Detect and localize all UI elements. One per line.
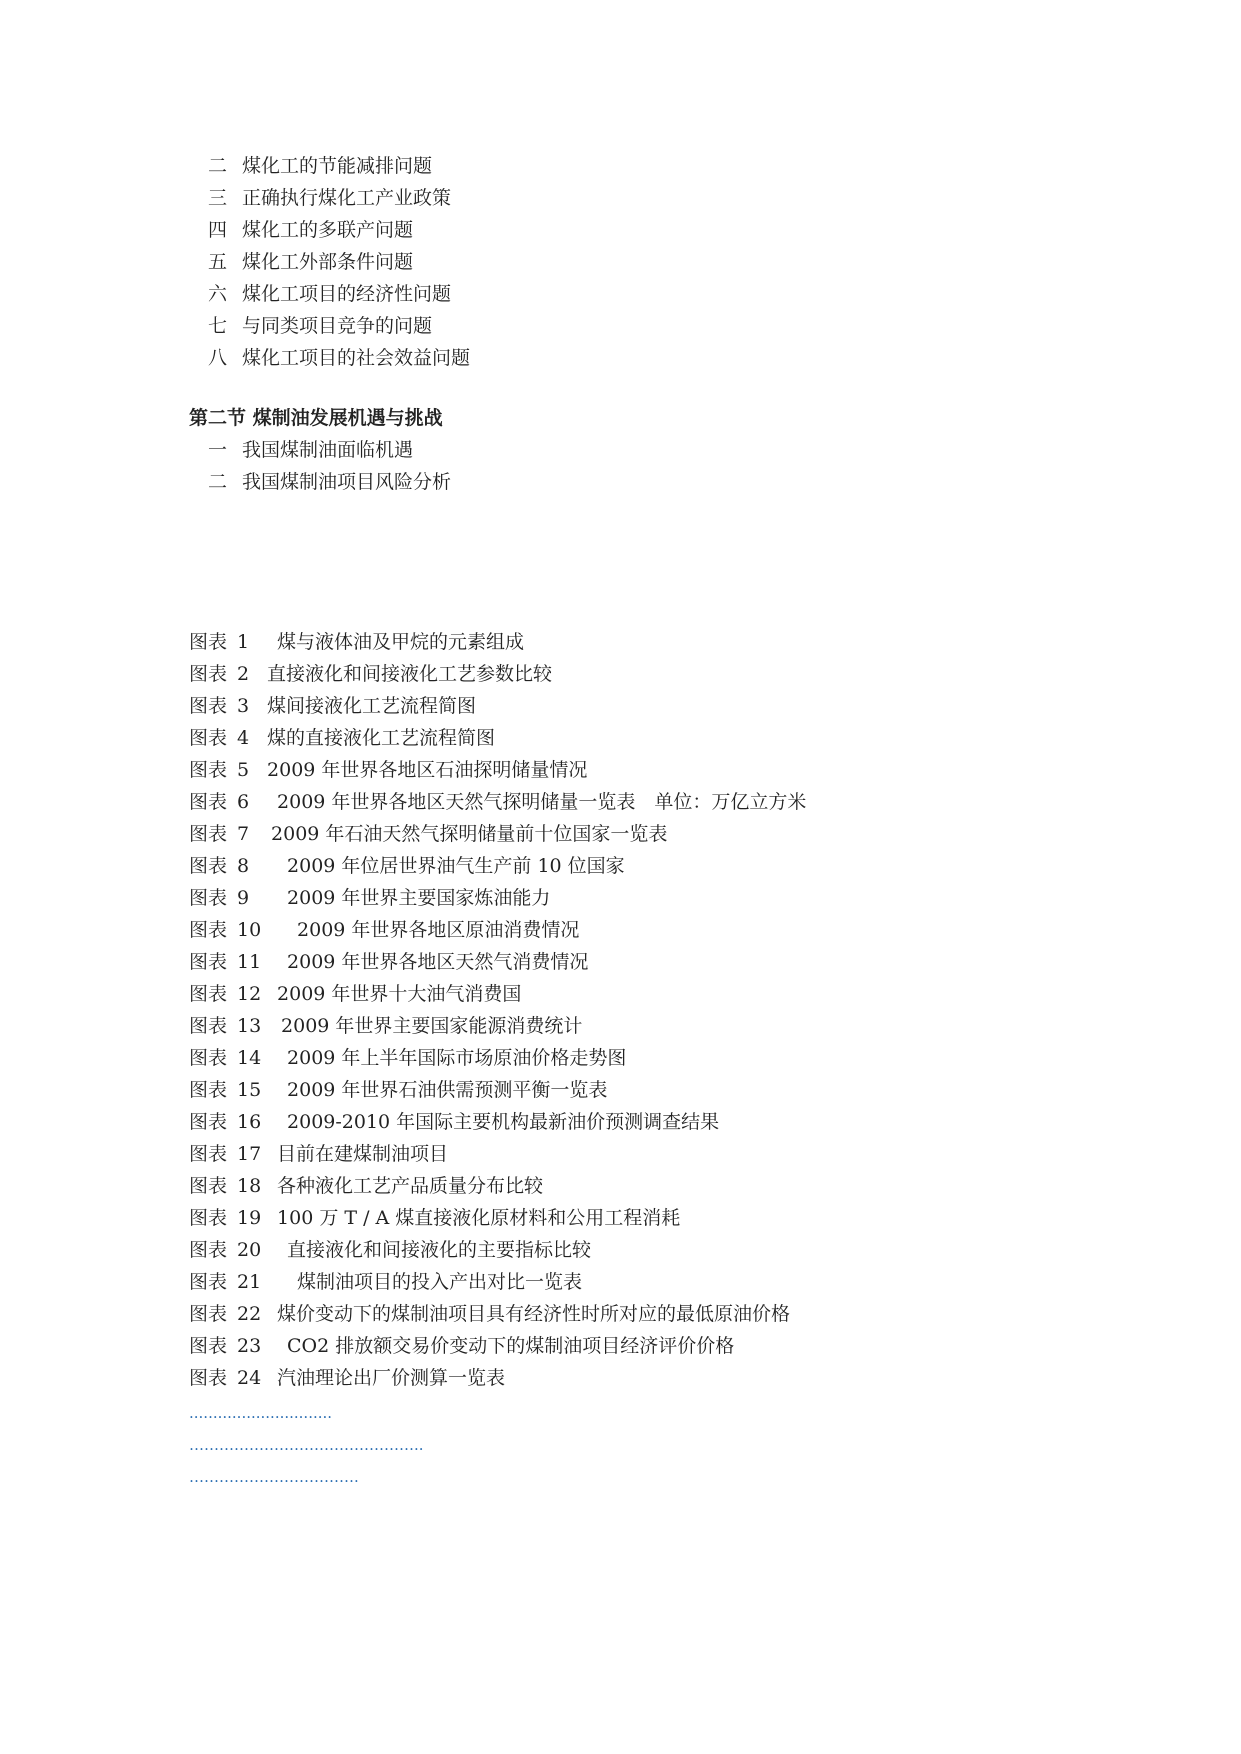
figure-number: 14 xyxy=(237,1047,262,1069)
toc-item-number: 八 xyxy=(208,347,228,369)
figure-number: 15 xyxy=(237,1079,262,1101)
figure-title: 直接液化和间接液化的主要指标比较 xyxy=(287,1239,592,1261)
figure-number: 8 xyxy=(237,855,250,877)
figure-number: 21 xyxy=(237,1271,262,1293)
figure-title: 汽油理论出厂价测算一览表 xyxy=(277,1367,506,1389)
figure-label: 图表 xyxy=(189,919,228,941)
figure-list-item[interactable] xyxy=(189,1014,582,1038)
figure-title: 2009 年世界主要国家炼油能力 xyxy=(287,887,551,909)
figure-title: 煤制油项目的投入产出对比一览表 xyxy=(297,1271,583,1293)
figure-label: 图表 xyxy=(189,1239,228,1261)
toc-item[interactable] xyxy=(208,470,451,494)
toc-item[interactable] xyxy=(208,186,451,210)
toc-item-number: 五 xyxy=(208,251,228,273)
toc-item[interactable] xyxy=(208,282,451,306)
figure-number: 3 xyxy=(237,695,250,717)
toc-item[interactable] xyxy=(208,218,413,242)
figure-number: 6 xyxy=(237,791,250,813)
dotted-leader: .............................. xyxy=(189,1404,333,1422)
toc-item-title: 正确执行煤化工产业政策 xyxy=(242,187,452,209)
figure-list-item[interactable] xyxy=(189,790,806,814)
figure-label: 图表 xyxy=(189,1303,228,1325)
figure-title: 2009-2010 年国际主要机构最新油价预测调查结果 xyxy=(287,1111,720,1133)
toc-item-number: 一 xyxy=(208,439,228,461)
figure-list-item[interactable] xyxy=(189,1270,582,1294)
figure-label: 图表 xyxy=(189,823,228,845)
figure-number: 13 xyxy=(237,1015,262,1037)
figure-list-item[interactable] xyxy=(189,1302,790,1326)
figure-number: 22 xyxy=(237,1303,262,1325)
figure-number: 17 xyxy=(237,1143,262,1165)
toc-item-number: 二 xyxy=(208,471,228,493)
figure-number: 20 xyxy=(237,1239,262,1261)
figure-title: 目前在建煤制油项目 xyxy=(277,1143,449,1165)
figure-title: 2009 年世界各地区原油消费情况 xyxy=(297,919,580,941)
figure-number: 1 xyxy=(237,631,250,653)
figure-list-item[interactable] xyxy=(189,982,521,1006)
toc-item[interactable] xyxy=(208,346,470,370)
figure-title: 2009 年位居世界油气生产前 10 位国家 xyxy=(287,855,625,877)
toc-item-title: 煤化工的多联产问题 xyxy=(242,219,414,241)
figure-label: 图表 xyxy=(189,887,228,909)
toc-item-number: 七 xyxy=(208,315,228,337)
figure-list-item[interactable] xyxy=(189,1174,543,1198)
figure-label: 图表 xyxy=(189,695,228,717)
figure-label: 图表 xyxy=(189,983,228,1005)
figure-title: CO2 排放额交易价变动下的煤制油项目经济评价价格 xyxy=(287,1335,735,1357)
figure-label: 图表 xyxy=(189,1015,228,1037)
toc-item[interactable] xyxy=(208,438,413,462)
figure-number: 4 xyxy=(237,727,250,749)
dotted-leader: ……………………………. xyxy=(189,1468,359,1486)
figure-label: 图表 xyxy=(189,759,228,781)
figure-number: 16 xyxy=(237,1111,262,1133)
figure-label: 图表 xyxy=(189,1335,228,1357)
figure-number: 5 xyxy=(237,759,250,781)
figure-number: 9 xyxy=(237,887,250,909)
figure-title: 2009 年世界各地区天然气消费情况 xyxy=(287,951,589,973)
dotted-leader: ……………………………………….. xyxy=(189,1436,424,1454)
figure-list-item[interactable] xyxy=(189,950,588,974)
figure-label: 图表 xyxy=(189,1143,228,1165)
figure-number: 24 xyxy=(237,1367,262,1389)
figure-list-item[interactable] xyxy=(189,886,550,910)
toc-item[interactable] xyxy=(208,314,432,338)
figure-list-item[interactable] xyxy=(189,1206,680,1230)
figure-label: 图表 xyxy=(189,1111,228,1133)
figure-list-item[interactable] xyxy=(189,1078,607,1102)
figure-number: 10 xyxy=(237,919,262,941)
figure-list-item[interactable] xyxy=(189,758,587,782)
figure-title: 2009 年世界石油供需预测平衡一览表 xyxy=(287,1079,608,1101)
figure-list-item[interactable] xyxy=(189,1238,591,1262)
figure-label: 图表 xyxy=(189,1271,228,1293)
toc-item[interactable] xyxy=(208,250,413,274)
figure-number: 19 xyxy=(237,1207,262,1229)
toc-item-title: 煤化工项目的社会效益问题 xyxy=(242,347,471,369)
figure-title: 100 万 T / A 煤直接液化原材料和公用工程消耗 xyxy=(277,1207,681,1229)
figure-label: 图表 xyxy=(189,1047,228,1069)
figure-title: 煤价变动下的煤制油项目具有经济性时所对应的最低原油价格 xyxy=(277,1303,791,1325)
figure-list-item[interactable] xyxy=(189,726,495,750)
figure-title: 2009 年上半年国际市场原油价格走势图 xyxy=(287,1047,627,1069)
toc-item-number: 二 xyxy=(208,155,228,177)
figure-title: 2009 年石油天然气探明储量前十位国家一览表 xyxy=(271,823,668,845)
figure-title: 2009 年世界各地区石油探明储量情况 xyxy=(267,759,588,781)
section-heading[interactable]: 第二节 煤制油发展机遇与挑战 xyxy=(189,407,443,429)
figure-label: 图表 xyxy=(189,631,228,653)
figure-label: 图表 xyxy=(189,1207,228,1229)
figure-list-item[interactable] xyxy=(189,1046,626,1070)
figure-label: 图表 xyxy=(189,855,228,877)
figure-list-item[interactable] xyxy=(189,1110,719,1134)
figure-title: 2009 年世界主要国家能源消费统计 xyxy=(281,1015,583,1037)
figure-number: 18 xyxy=(237,1175,262,1197)
figure-title: 2009 年世界十大油气消费国 xyxy=(277,983,522,1005)
figure-title: 煤的直接液化工艺流程简图 xyxy=(267,727,496,749)
figure-list-item[interactable] xyxy=(189,630,524,654)
toc-item-title: 我国煤制油面临机遇 xyxy=(242,439,414,461)
toc-item-title: 煤化工项目的经济性问题 xyxy=(242,283,452,305)
toc-item-title: 我国煤制油项目风险分析 xyxy=(242,471,452,493)
figure-title: 各种液化工艺产品质量分布比较 xyxy=(277,1175,544,1197)
figure-label: 图表 xyxy=(189,727,228,749)
toc-item[interactable] xyxy=(208,154,432,178)
figure-label: 图表 xyxy=(189,1079,228,1101)
figure-label: 图表 xyxy=(189,791,228,813)
figure-list-item[interactable] xyxy=(189,854,625,878)
figure-title: 直接液化和间接液化工艺参数比较 xyxy=(267,663,553,685)
toc-item-number: 四 xyxy=(208,219,228,241)
figure-title: 煤间接液化工艺流程简图 xyxy=(267,695,477,717)
figure-number: 11 xyxy=(237,951,262,973)
figure-label: 图表 xyxy=(189,1367,228,1389)
figure-number: 7 xyxy=(237,823,250,845)
toc-item-title: 与同类项目竞争的问题 xyxy=(242,315,433,337)
figure-list-item[interactable] xyxy=(189,1366,505,1390)
figure-list-item[interactable] xyxy=(189,1142,448,1166)
toc-item-title: 煤化工外部条件问题 xyxy=(242,251,414,273)
figure-title: 2009 年世界各地区天然气探明储量一览表 单位：万亿立方米 xyxy=(277,791,807,813)
figure-list-item[interactable] xyxy=(189,918,579,942)
figure-number: 23 xyxy=(237,1335,262,1357)
figure-number: 12 xyxy=(237,983,262,1005)
figure-title: 煤与液体油及甲烷的元素组成 xyxy=(277,631,525,653)
toc-item-number: 六 xyxy=(208,283,228,305)
toc-item-number: 三 xyxy=(208,187,228,209)
figure-list-item[interactable] xyxy=(189,822,667,846)
figure-label: 图表 xyxy=(189,951,228,973)
figure-number: 2 xyxy=(237,663,250,685)
figure-list-item[interactable] xyxy=(189,662,552,686)
figure-label: 图表 xyxy=(189,663,228,685)
figure-label: 图表 xyxy=(189,1175,228,1197)
figure-list-item[interactable] xyxy=(189,694,476,718)
toc-item-title: 煤化工的节能减排问题 xyxy=(242,155,433,177)
figure-list-item[interactable] xyxy=(189,1334,734,1358)
